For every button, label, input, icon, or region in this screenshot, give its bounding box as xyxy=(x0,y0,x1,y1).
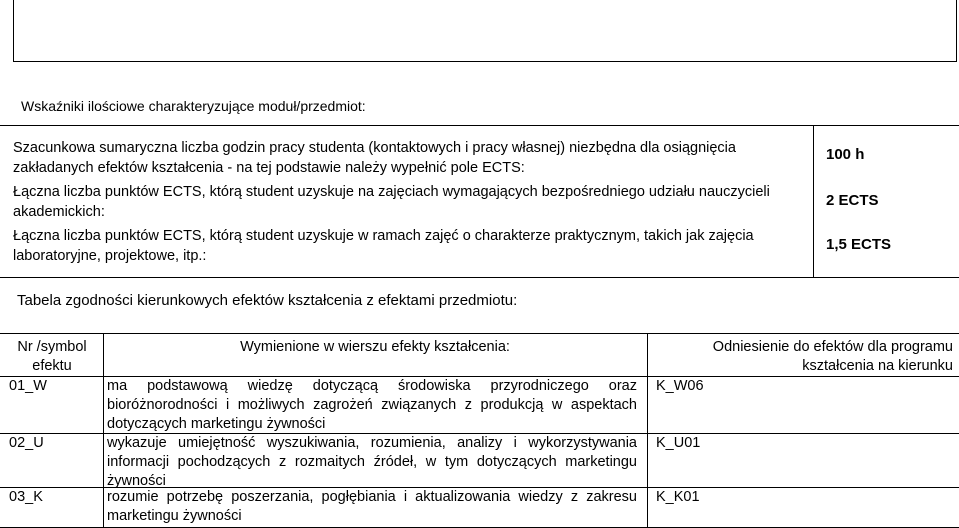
row-reference: K_K01 xyxy=(656,489,700,505)
workload-practical-ects-value: 1,5 ECTS xyxy=(826,236,892,253)
workload-column-divider xyxy=(813,126,814,277)
column-divider xyxy=(647,334,648,527)
section-heading: Wskaźniki ilościowe charakteryzujące moduł/przedmiot: xyxy=(21,98,366,114)
mapping-table-title: Tabela zgodności kierunkowych efektów kształcenia z efektami przedmiotu: xyxy=(17,292,518,309)
workload-table xyxy=(0,125,959,278)
row-description: ma podstawową wiedzę dotyczącą środowiska przyrodniczego oraz bioróżnorodności i możliwych zagrożeń związanych z produkcją w aspektach dotyczących marketingu żywności xyxy=(107,378,637,432)
previous-section-box xyxy=(13,0,957,62)
row-reference: K_W06 xyxy=(656,378,704,394)
mapping-table xyxy=(0,333,959,528)
workload-contact-ects-value: 2 ECTS xyxy=(826,192,879,209)
row-reference: K_U01 xyxy=(656,435,701,451)
row-code: 03_K xyxy=(9,489,43,505)
header-description: Wymienione w wierszu efekty kształcenia: xyxy=(240,339,510,355)
workload-total-hours-value: 100 h xyxy=(826,146,865,163)
row-description: wykazuje umiejętność wyszukiwania, rozumienia, analizy i wykorzystywania informacji pochodzących z rozmaitych źródeł, w tym dotyczących marketingu żywności xyxy=(107,435,637,489)
row-code: 02_U xyxy=(9,435,44,451)
workload-practical-ects-label: Łączna liczba punktów ECTS, którą student uzyskuje w ramach zajęć o charakterze praktycznym, takich jak zajęcia laboratoryjne, projektowe, itp.: xyxy=(13,228,754,264)
row-code: 01_W xyxy=(9,378,47,394)
row-description: rozumie potrzebę poszerzania, pogłębiania i aktualizowania wiedzy z zakresu marketingu żywności xyxy=(107,489,637,524)
workload-total-hours-label: Szacunkowa sumaryczna liczba godzin pracy studenta (kontaktowych i pracy własnej) niezbędna dla osiągnięcia zakładanych efektów kształcenia - na tej podstawie należy wypełnić pole ECTS: xyxy=(13,140,736,176)
column-divider xyxy=(103,334,104,527)
header-reference: Odniesienie do efektów dla programu kształcenia na kierunku xyxy=(712,339,953,374)
header-code: Nr /symbol efektu xyxy=(17,339,87,374)
workload-contact-ects-label: Łączna liczba punktów ECTS, którą student uzyskuje na zajęciach wymagających bezpośredniego udziału nauczycieli akademickich: xyxy=(13,184,770,220)
